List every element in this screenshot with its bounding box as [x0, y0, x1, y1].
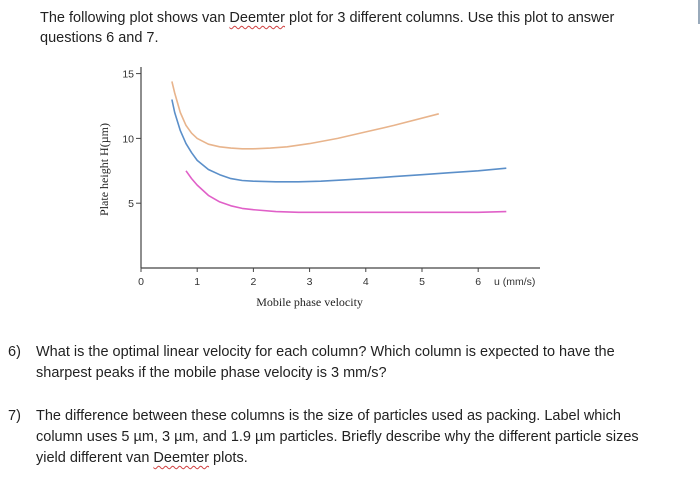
- question-line: The difference between these columns is the size of particles used as packing. Label which: [36, 408, 621, 424]
- question-number: 7): [8, 408, 21, 424]
- question-number: 6): [8, 344, 21, 360]
- x-unit-label: u (mm/s): [494, 276, 536, 288]
- question-line: [36, 448, 639, 469]
- question-7: [8, 406, 688, 472]
- spellcheck-word: Deemter: [229, 10, 286, 26]
- series-line-3: [186, 171, 506, 213]
- x-tick-label: 3: [306, 276, 313, 288]
- question-line: column uses 5 µm, 3 µm, and 1.9 µm particles. Briefly describe why the different particle sizes: [36, 429, 639, 445]
- intro-text-part: The following plot shows van: [40, 10, 230, 26]
- x-tick-label: 4: [362, 276, 369, 288]
- series-line-2: [172, 100, 506, 182]
- x-tick-label: 5: [419, 276, 425, 288]
- x-axis-title: Mobile phase velocity: [256, 295, 363, 309]
- intro-text-part: plot for 3 different columns. Use this plot to answer: [285, 10, 615, 26]
- question-text-part: yield different van: [36, 450, 154, 466]
- question-line: sharpest peaks if the mobile phase velocity is 3 mm/s?: [36, 365, 387, 381]
- y-tick-label: 10: [122, 133, 134, 146]
- question-text: [36, 342, 615, 384]
- y-tick-label: 15: [122, 68, 134, 81]
- x-tick-label: 2: [250, 276, 257, 288]
- y-axis-title: Plate height H(µm): [97, 123, 111, 216]
- intro-line-2: questions 6 and 7.: [40, 30, 159, 46]
- x-tick-label: 6: [475, 276, 482, 288]
- question-line: What is the optimal linear velocity for each column? Which column is expected to have the: [36, 344, 615, 360]
- y-tick-label: 5: [128, 198, 134, 211]
- question-text: [36, 406, 639, 469]
- series-line-1: [172, 81, 439, 148]
- x-tick-label: 1: [194, 276, 201, 288]
- x-tick-label: 0: [138, 276, 144, 288]
- question-6: [8, 342, 688, 386]
- spellcheck-word: Deemter: [153, 450, 210, 466]
- question-text-part: plots.: [209, 450, 248, 466]
